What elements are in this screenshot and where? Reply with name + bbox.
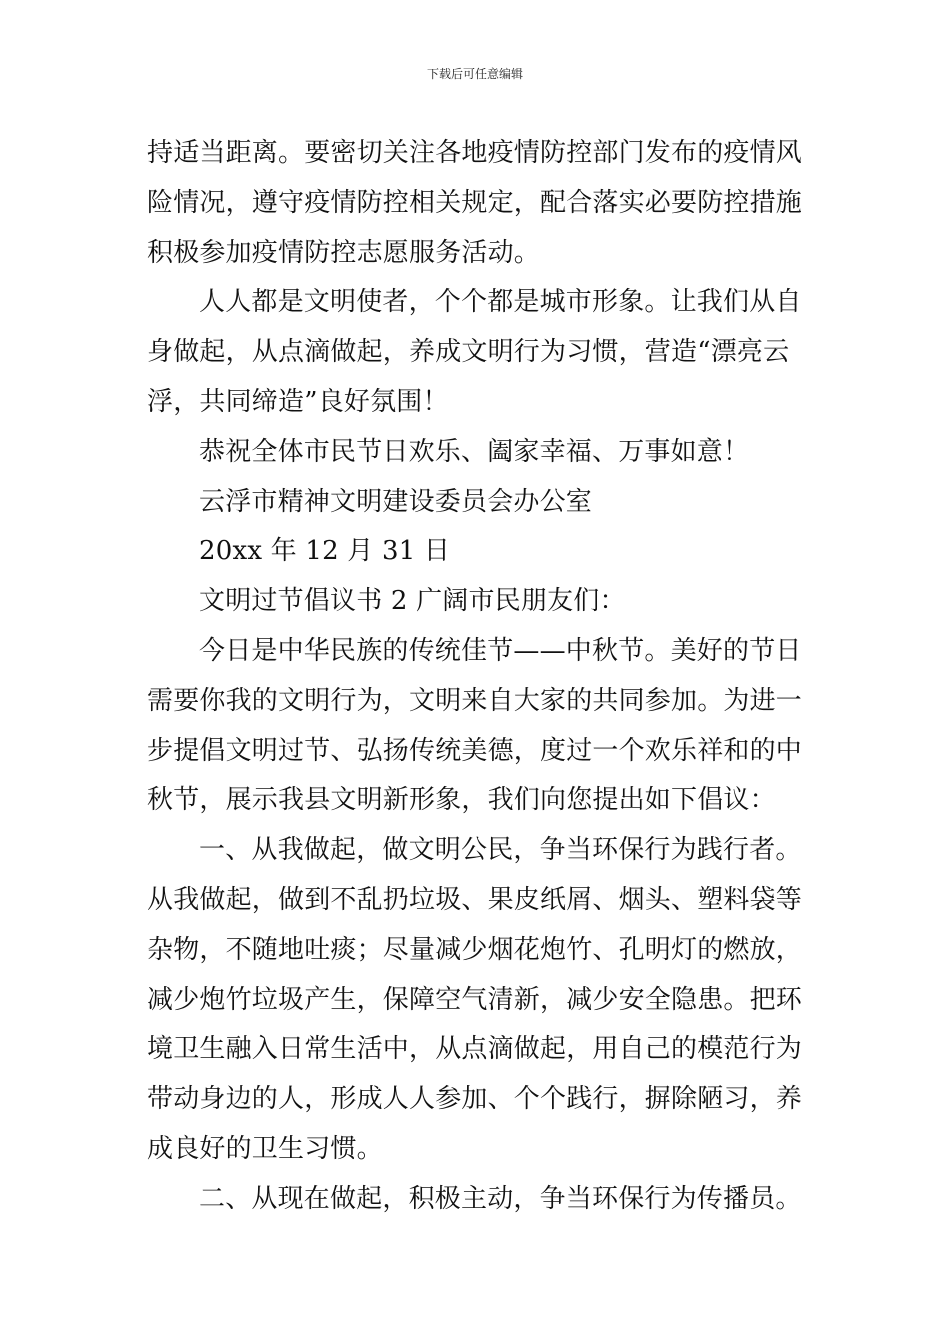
document-body <box>147 129 807 1225</box>
text-line: 身做起，从点滴做起，养成文明行为习惯，营造“漂亮云 <box>147 337 790 368</box>
text-line: 持适当距离。要密切关注各地疫情防控部门发布的疫情风 <box>147 138 803 168</box>
text-line: 浮，共同缔造”良好氛围！ <box>147 386 449 417</box>
text-line: 恭祝全体市民节日欢乐、阖家幸福、万事如意！ <box>199 436 750 467</box>
text-line: 人人都是文明使者，个个都是城市形象。让我们从自 <box>199 287 802 318</box>
signature-org: 云浮市精神文明建设委员会办公室 <box>199 486 593 517</box>
text-line: 境卫生融入日常生活中，从点滴做起，用自己的模范行为 <box>147 1034 803 1065</box>
text-line: 险情况，遵守疫情防控相关规定，配合落实必要防控措施 <box>147 187 803 218</box>
page-header-note: 下载后可任意编辑 <box>426 67 523 81</box>
text-line: 杂物，不随地吐痰；尽量减少烟花炮竹、孔明灯的燃放， <box>147 934 803 965</box>
text-line: 一、从我做起，做文明公民，争当环保行为践行者。 <box>199 835 802 866</box>
text-line: 成良好的卫生习惯。 <box>147 1133 383 1164</box>
text-line: 步提倡文明过节、弘扬传统美德，度过一个欢乐祥和的中 <box>147 735 803 766</box>
signature-date: 20xx 年 12 月 31 日 <box>199 536 451 567</box>
text-line: 秋节，展示我县文明新形象，我们向您提出如下倡议： <box>147 785 776 816</box>
text-line: 从我做起，做到不乱扔垃圾、果皮纸屑、烟头、塑料袋等 <box>147 884 803 915</box>
text-line: 减少炮竹垃圾产生，保障空气清新，减少安全隐患。把环 <box>147 984 803 1015</box>
text-line: 带动身边的人，形成人人参加、个个践行，摒除陋习，养 <box>147 1084 803 1115</box>
text-line: 需要你我的文明行为，文明来自大家的共同参加。为进一 <box>147 685 803 716</box>
text-line: 今日是中华民族的传统佳节——中秋节。美好的节日 <box>199 635 802 666</box>
section-heading: 文明过节倡议书 2 广阔市民朋友们： <box>199 586 626 617</box>
text-line: 二、从现在做起，积极主动，争当环保行为传播员。 <box>199 1183 802 1214</box>
text-line: 积极参加疫情防控志愿服务活动。 <box>147 237 541 268</box>
